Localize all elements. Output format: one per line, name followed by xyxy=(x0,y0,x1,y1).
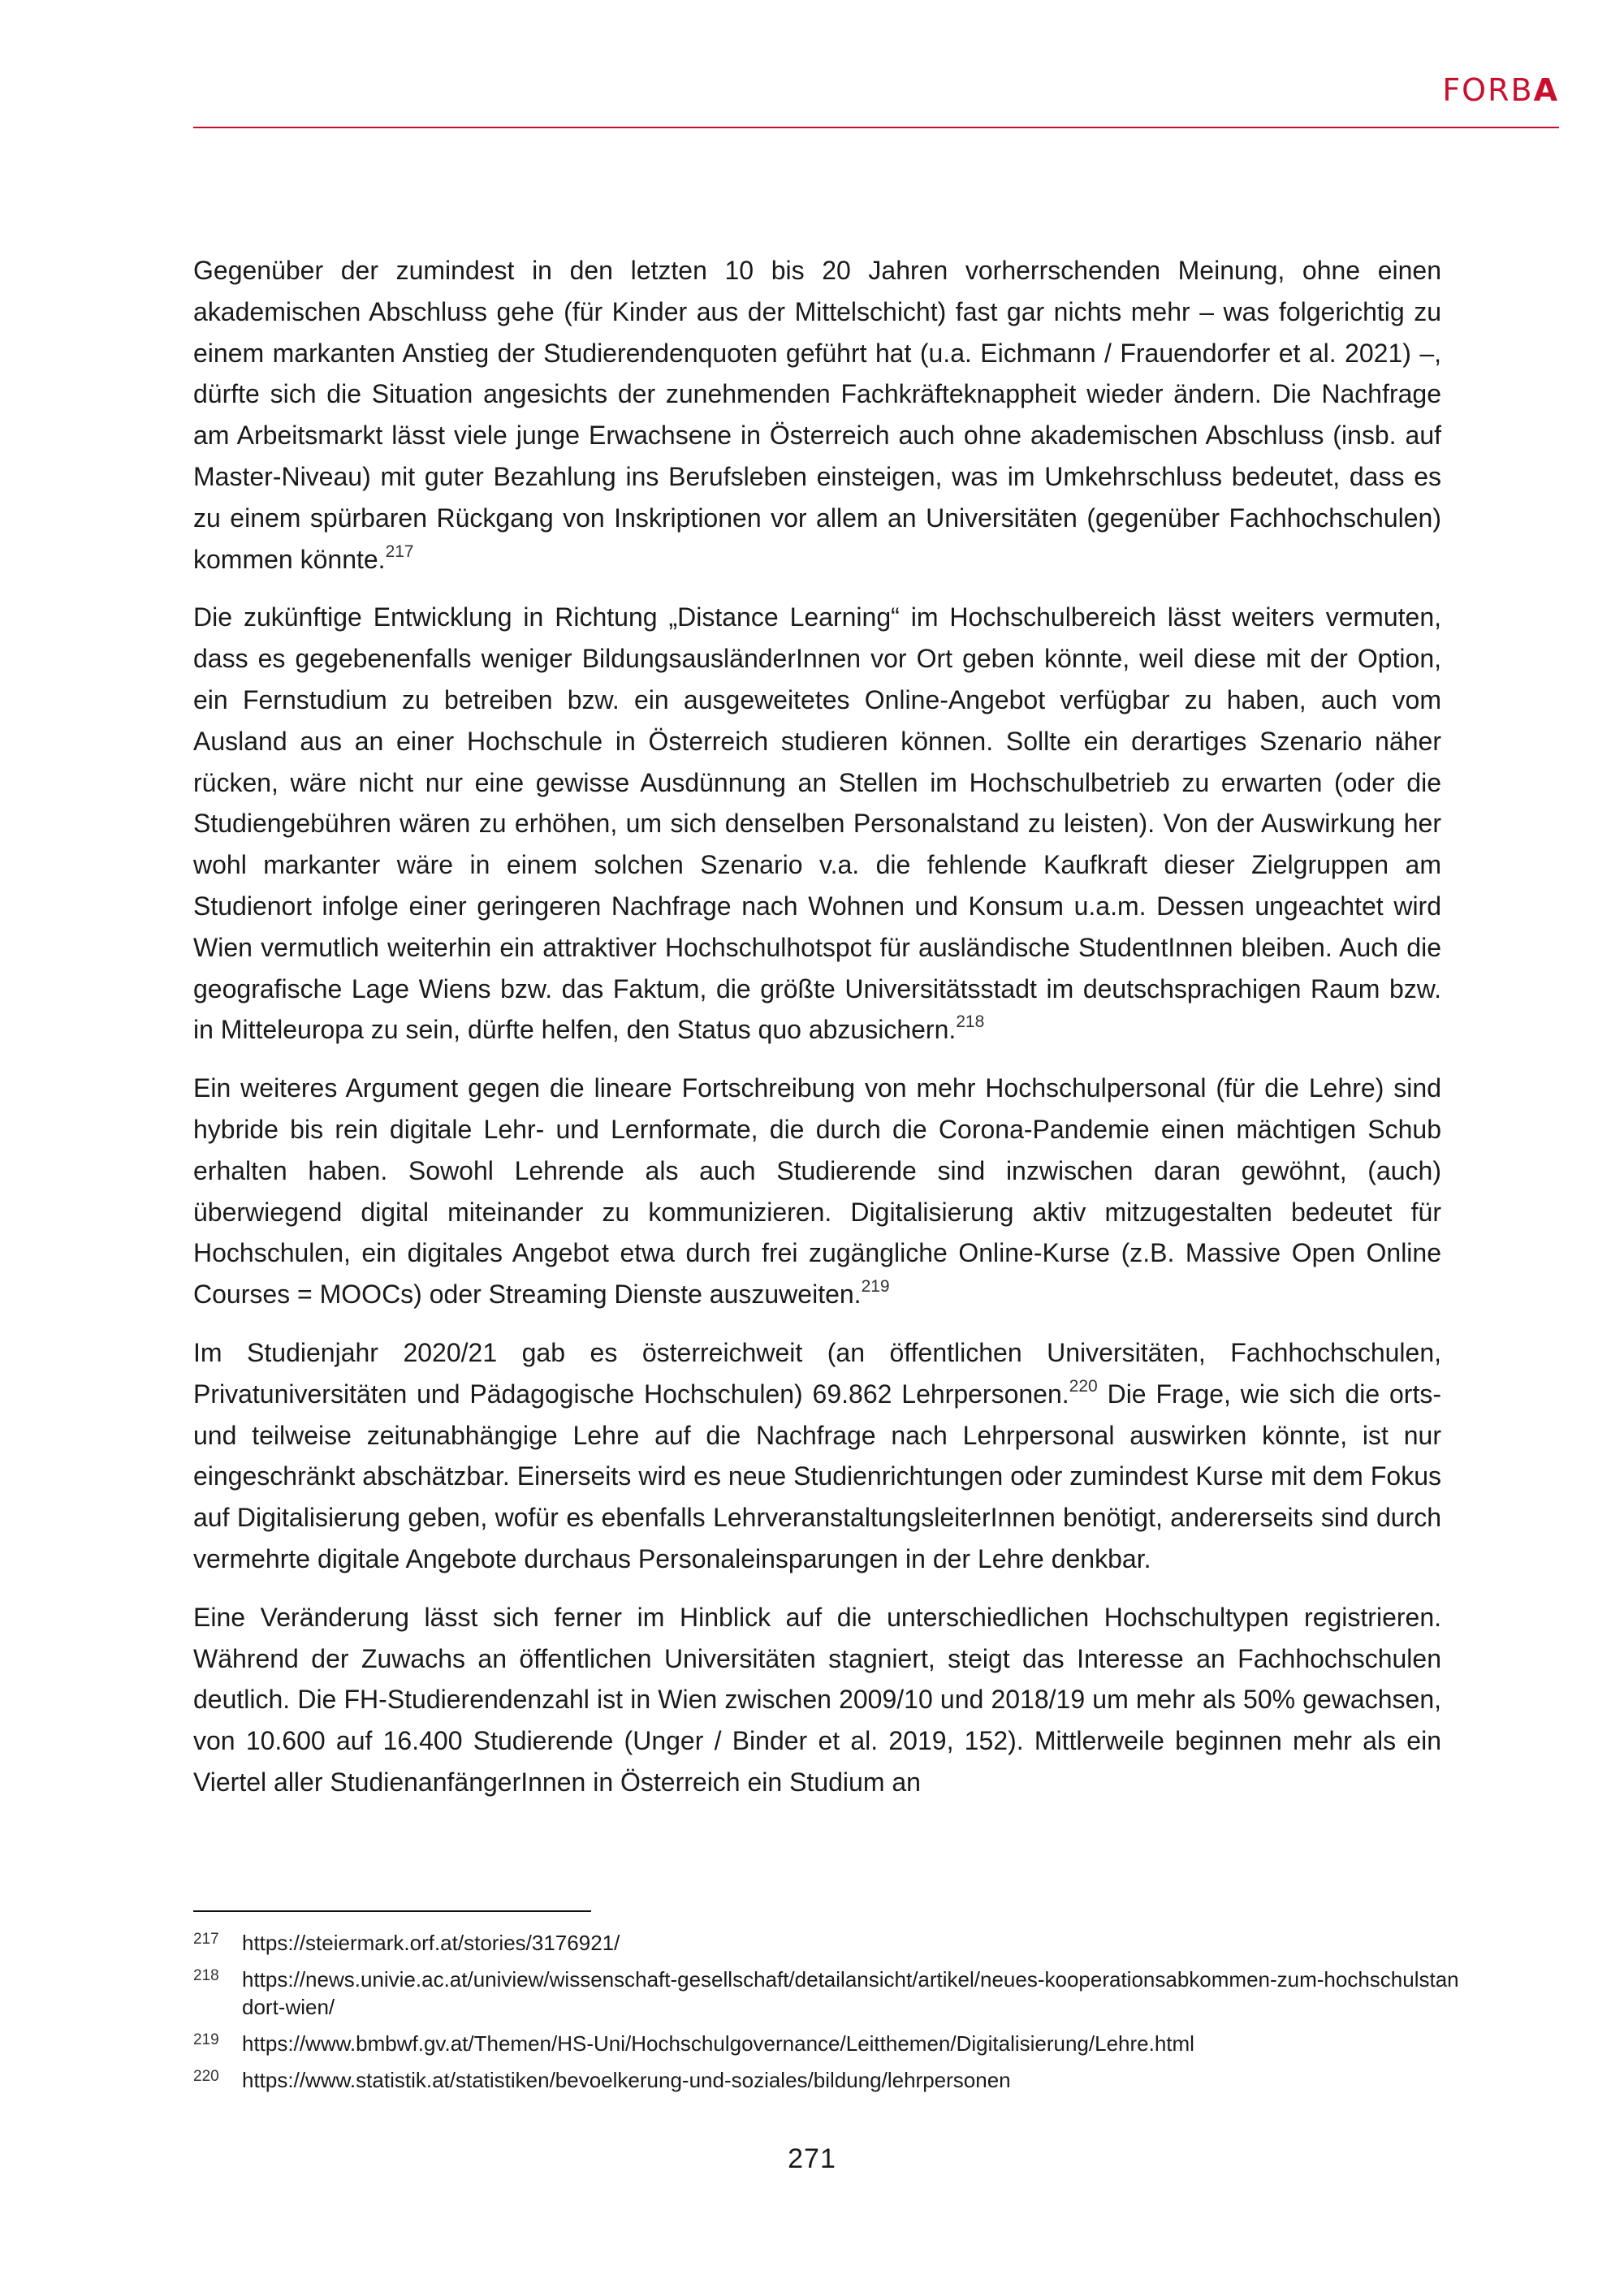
paragraph xyxy=(193,597,1441,1051)
forba-logo xyxy=(1442,72,1559,108)
paragraph-text: Gegenüber der zumindest in den letzten 10 bis 20 Jahren vorherrschenden Meinung, ohne einen akademischen Abschluss gehe (für Kinder aus der Mittelschicht) fast gar nichts mehr – was folgerichtig zu einem markanten Anstieg der Studierendenquoten geführt hat (u.a. Eichmann / Frauendorfer et al. 2021) –, dürfte sich die Situation angesichts der zunehmenden Fachkräfteknappheit wieder ändern. Die Nachfrage am Arbeitsmarkt lässt viele junge Erwachsene in Österreich auch ohne akademischen Abschluss (insb. auf Master-Niveau) mit guter Bezahlung ins Berufsleben einsteigen, was im Umkehrschluss bedeutet, dass es zu einem spürbaren Rückgang von Inskriptionen vor allem an Universitäten (gegenüber Fachhochschulen) kommen könnte. xyxy=(193,256,1441,574)
footnote-ref[interactable]: 217 xyxy=(385,542,414,561)
footnote-link[interactable]: https://www.bmbwf.gv.at/Themen/HS-Uni/Hochschulgovernance/Leitthemen/Digitalisierung/Lehre.html xyxy=(242,2031,1194,2056)
footnote xyxy=(193,2066,1460,2094)
paragraph-text: Die Frage, wie sich die orts- und teilweise zeitunabhängige Lehre auf die Nachfrage nach Lehrpersonal auswirken könnte, ist nur eingeschränkt abschätzbar. Einerseits wird es neue Studienrichtungen oder zumindest Kurse mit dem Fokus auf Digitalisierung geben, wofür es ebenfalls LehrveranstaltungsleiterInnen benötigt, andererseits sind durch vermehrte digitale Angebote durchaus Personaleinsparungen in der Lehre denkbar. xyxy=(193,1379,1442,1573)
footnote-ref[interactable]: 219 xyxy=(861,1277,890,1297)
footnotes xyxy=(193,1929,1460,2103)
footnote xyxy=(193,2030,1460,2057)
logo-text: FORB xyxy=(1442,72,1534,108)
footnote-link[interactable]: https://news.univie.ac.at/uniview/wissenschaft-gesellschaft/detailansicht/artikel/neues-kooperationsabkommen-zum-hochschulstandort-wien/ xyxy=(242,1967,1459,2019)
paragraph-text: Ein weiteres Argument gegen die lineare Fortschreibung von mehr Hochschulpersonal (für die Lehre) sind hybride bis rein digitale Lehr- und Lernformate, die durch die Corona-Pandemie einen mächtigen Schub erhalten haben. Sowohl Lehrende als auch Studierende sind inzwischen daran gewöhnt, (auch) überwiegend digital miteinander zu kommunizieren. Digitalisierung aktiv mitzugestalten bedeutet für Hochschulen, ein digitales Angebot etwa durch frei zugängliche Online-Kurse (z.B. Massive Open Online Courses = MOOCs) oder Streaming Dienste auszuweiten. xyxy=(193,1073,1441,1310)
paragraph-text: Die zukünftige Entwicklung in Richtung „Distance Learning“ im Hochschulbereich lässt weiters vermuten, dass es gegebenenfalls weniger BildungsausländerInnen vor Ort geben könnte, weil diese mit der Option, ein Fernstudium zu betreiben bzw. ein ausgeweitetes Online-Angebot verfügbar zu haben, auch vom Ausland aus an einer Hochschule in Österreich studieren können. Sollte ein derartiges Szenario näher rücken, wäre nicht nur eine gewisse Ausdünnung an Stellen im Hochschulbetrieb zu erwarten (oder die Studiengebühren wären zu erhöhen, um sich denselben Personalstand zu leisten). Von der Auswirkung her wohl markanter wäre in einem solchen Szenario v.a. die fehlende Kaufkraft dieser Zielgruppen am Studienort infolge einer geringeren Nachfrage nach Wohnen und Konsum u.a.m. Dessen ungeachtet wird Wien vermutlich weiterhin ein attraktiver Hochschulhotspot für ausländische StudentInnen bleiben. Auch die geografische Lage Wiens bzw. das Faktum, die größte Universitätsstadt im deutschsprachigen Raum bzw. in Mitteleuropa zu sein, dürfte helfen, den Status quo abzusichern. xyxy=(193,602,1441,1045)
paragraph xyxy=(193,1332,1441,1580)
paragraph xyxy=(193,1068,1441,1315)
page-number: 271 xyxy=(788,2143,836,2174)
footnote-link[interactable]: https://www.statistik.at/statistiken/bevoelkerung-und-soziales/bildung/lehrpersonen xyxy=(242,2068,1011,2092)
footnote-number: 219 xyxy=(193,2031,219,2048)
header-divider xyxy=(193,127,1559,128)
body-text xyxy=(193,250,1441,1820)
footnote xyxy=(193,1966,1460,2021)
paragraph xyxy=(193,250,1441,580)
footnote-ref[interactable]: 218 xyxy=(956,1012,985,1032)
footnote-ref[interactable]: 220 xyxy=(1069,1376,1098,1396)
paragraph-text: Im Studienjahr 2020/21 gab es österreichweit (an öffentlichen Universitäten, Fachhochschulen, Privatuniversitäten und Pädagogische Hochschulen) 69.862 Lehrpersonen. xyxy=(193,1337,1441,1409)
paragraph xyxy=(193,1597,1441,1803)
footnote-divider xyxy=(193,1910,591,1912)
logo-text-bold: A xyxy=(1533,72,1559,108)
footnote-link[interactable]: https://steiermark.orf.at/stories/3176921/ xyxy=(242,1931,620,1955)
footnote xyxy=(193,1929,1460,1957)
footnote-number: 218 xyxy=(193,1967,219,1984)
footnote-number: 217 xyxy=(193,1931,219,1948)
footnote-number: 220 xyxy=(193,2068,219,2085)
paragraph-text: Eine Veränderung lässt sich ferner im Hinblick auf die unterschiedlichen Hochschultypen registrieren. Während der Zuwachs an öffentlichen Universitäten stagniert, steigt das Interesse an Fachhochschulen deutlich. Die FH-Studierendenzahl ist in Wien zwischen 2009/10 und 2018/19 um mehr als 50% gewachsen, von 10.600 auf 16.400 Studierende (Unger / Binder et al. 2019, 152). Mittlerweile beginnen mehr als ein Viertel aller StudienanfängerInnen in Österreich ein Studium an xyxy=(193,1602,1441,1797)
